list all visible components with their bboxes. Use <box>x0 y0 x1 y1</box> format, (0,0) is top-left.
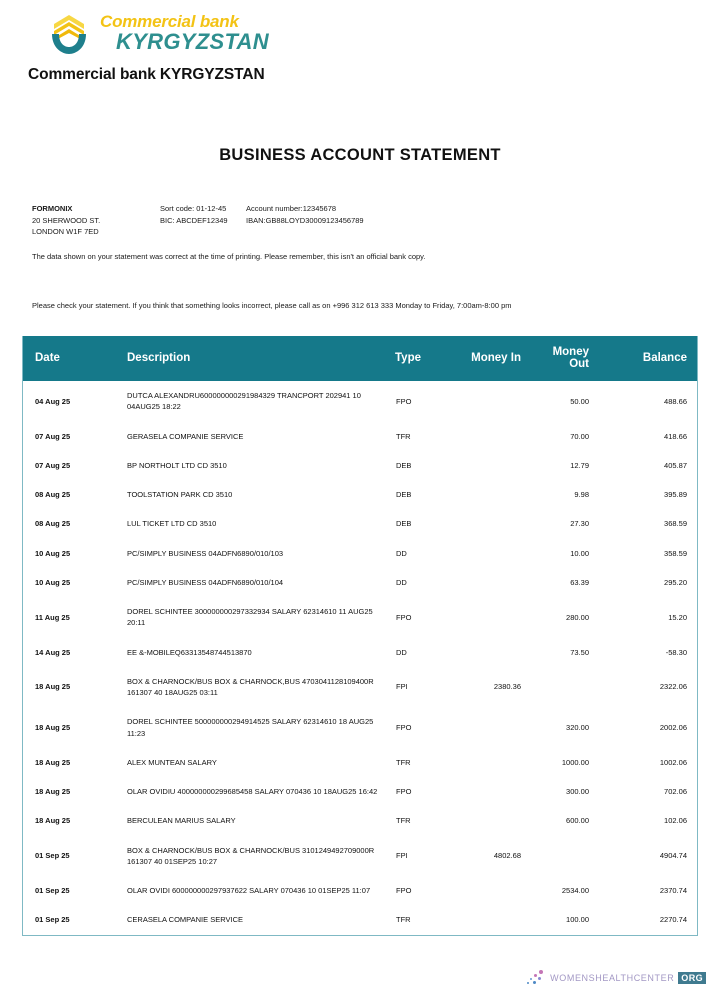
watermark-text: WOMENSHEALTHCENTER <box>550 973 675 983</box>
cell-description: ALEX MUNTEAN SALARY <box>127 757 217 767</box>
table-row[interactable] <box>23 597 697 638</box>
brand-lockup <box>28 10 328 56</box>
cell-money-in: 2380.36 <box>493 682 521 692</box>
table-row[interactable] <box>23 836 697 877</box>
cell-money-in <box>455 539 531 568</box>
cell-type: FPO <box>396 396 412 406</box>
cell-money-in <box>455 568 531 597</box>
cell-type: TFR <box>396 431 411 441</box>
cell-balance: 1002.06 <box>659 757 687 767</box>
contact-notice: Please check your statement. If you think that something looks incorrect, please call as on +996 312 613 333 Monday to Friday, 7:00am-8:00 pm <box>32 301 512 310</box>
cell-money-out: 2534.00 <box>561 886 589 895</box>
cell-date: 18 Aug 25 <box>35 787 71 796</box>
watermark <box>526 970 706 986</box>
cell-date: 18 Aug 25 <box>35 722 71 732</box>
cell-balance: 2002.06 <box>659 722 687 732</box>
brand-wordmark <box>100 13 269 53</box>
cell-description: OLAR OVIDI 600000000297937622 SALARY 070436 10 01SEP25 11:07 <box>127 886 371 895</box>
table-row[interactable] <box>23 451 697 480</box>
cell-type: TFR <box>396 915 411 925</box>
brand-line-kyrgyzstan: KYRGYZSTAN <box>116 29 269 54</box>
table-row[interactable] <box>23 480 697 509</box>
cell-description: BERCULEAN MARIUS SALARY <box>127 816 236 826</box>
cell-type: FPO <box>396 612 412 622</box>
table-row[interactable] <box>23 707 697 748</box>
statement-table-container <box>22 336 698 936</box>
cell-money-in <box>455 480 531 509</box>
cell-money-in <box>455 748 531 777</box>
cell-money-out: 1000.00 <box>561 757 589 767</box>
cell-date: 18 Aug 25 <box>35 757 71 767</box>
page-title: BUSINESS ACCOUNT STATEMENT <box>219 146 501 164</box>
cell-money-out: 9.98 <box>574 490 589 499</box>
table-row[interactable] <box>23 539 697 568</box>
column-header-description[interactable]: Description <box>119 336 395 381</box>
cell-balance: 2322.06 <box>659 682 687 692</box>
cell-description: BOX & CHARNOCK/BUS BOX & CHARNOCK,BUS 4703041128109400R 161307 40 18AUG25 03:11 <box>127 676 374 697</box>
cell-type: DD <box>396 577 407 587</box>
iban-field: IBAN:GB88LOYD30009123456789 <box>246 215 364 225</box>
cell-date: 08 Aug 25 <box>35 490 71 499</box>
table-row[interactable] <box>23 422 697 451</box>
table-header <box>23 336 697 381</box>
cell-money-out: 600.00 <box>566 816 589 826</box>
cell-balance: 358.59 <box>664 548 687 558</box>
cell-balance: 15.20 <box>668 612 687 622</box>
cell-balance: 4904.74 <box>659 851 687 861</box>
cell-type: FPO <box>396 722 412 732</box>
column-header-balance[interactable]: Balance <box>621 336 697 381</box>
cell-money-in <box>455 422 531 451</box>
cell-money-in <box>455 638 531 667</box>
cell-money-in <box>455 707 531 748</box>
cell-date: 14 Aug 25 <box>35 647 71 657</box>
cell-description: OLAR OVIDIU 400000000299685458 SALARY 070436 10 18AUG25 16:42 <box>127 787 378 796</box>
table-row[interactable] <box>23 876 697 905</box>
brand-header <box>28 10 328 84</box>
cell-type: FPI <box>396 682 408 692</box>
table-row[interactable] <box>23 667 697 708</box>
cell-money-in <box>455 806 531 835</box>
column-header-money-out[interactable]: Money Out <box>531 336 621 381</box>
cell-type: FPO <box>396 787 412 796</box>
cell-balance: -58.30 <box>665 647 687 657</box>
cell-money-out: 10.00 <box>570 548 589 558</box>
cell-money-out <box>531 667 621 708</box>
cell-type: TFR <box>396 757 411 767</box>
watermark-org-badge: ORG <box>678 972 706 984</box>
table-row[interactable] <box>23 806 697 835</box>
cell-balance: 2370.74 <box>659 886 687 895</box>
cell-money-out: 63.39 <box>570 577 589 587</box>
cell-description: BP NORTHOLT LTD CD 3510 <box>127 460 227 470</box>
cell-date: 10 Aug 25 <box>35 577 71 587</box>
cell-money-out: 73.50 <box>570 647 589 657</box>
cell-balance: 488.66 <box>664 396 687 406</box>
bic-field: BIC: ABCDEF12349 <box>160 215 228 225</box>
cell-date: 07 Aug 25 <box>35 460 71 470</box>
cell-balance: 2270.74 <box>659 915 687 925</box>
cell-type: TFR <box>396 816 411 826</box>
brand-line-commercial: Commercial bank <box>100 12 239 31</box>
cell-date: 01 Sep 25 <box>35 915 70 925</box>
cell-balance: 368.59 <box>664 519 687 529</box>
table-body <box>23 381 697 935</box>
address-line-2: LONDON W1F 7ED <box>32 227 99 237</box>
cell-description: GERASELA COMPANIE SERVICE <box>127 431 244 441</box>
cell-description: PC/SIMPLY BUSINESS 04ADFN6890/010/103 <box>127 548 284 558</box>
cell-money-in <box>455 876 531 905</box>
cell-description: DUTCA ALEXANDRU600000000291984329 TRANCPORT 202941 10 04AUG25 18:22 <box>127 391 361 412</box>
cell-money-in: 4802.68 <box>493 851 521 861</box>
cell-date: 01 Sep 25 <box>35 851 70 861</box>
cell-money-in <box>455 381 531 422</box>
column-header-date[interactable]: Date <box>23 336 119 381</box>
cell-money-out: 300.00 <box>566 787 589 796</box>
table-row[interactable] <box>23 905 697 934</box>
cell-type: DEB <box>396 490 412 499</box>
table-row[interactable] <box>23 777 697 806</box>
cell-balance: 395.89 <box>664 490 687 499</box>
cell-money-out: 12.79 <box>570 460 589 470</box>
cell-description: DOREL SCHINTEE 300000000297332934 SALARY 62314610 11 AUG25 20:11 <box>127 607 373 628</box>
cell-money-in <box>455 509 531 538</box>
account-info-row-3 <box>32 226 672 238</box>
table-row[interactable] <box>23 509 697 538</box>
cell-type: DD <box>396 647 407 657</box>
table-row[interactable] <box>23 748 697 777</box>
cell-description: CERASELA COMPANIE SERVICE <box>127 915 244 925</box>
cell-money-out: 100.00 <box>566 915 589 925</box>
cell-date: 18 Aug 25 <box>35 682 71 692</box>
cell-description: TOOLSTATION PARK CD 3510 <box>127 490 233 499</box>
table-header-row <box>23 336 697 381</box>
cell-type: FPI <box>396 851 408 861</box>
account-info-row-1 <box>32 203 672 215</box>
transactions-table <box>23 336 697 935</box>
printing-notice: The data shown on your statement was correct at the time of printing. Please remember, this isn't an official bank copy. <box>32 252 426 261</box>
table-row[interactable] <box>23 381 697 422</box>
cell-money-in <box>455 905 531 934</box>
account-number-field: Account number:12345678 <box>246 204 337 213</box>
cell-money-in <box>455 597 531 638</box>
sort-code-label: Sort code: 01-12-45 <box>160 204 227 213</box>
account-info-row-2 <box>32 215 672 227</box>
cell-balance: 702.06 <box>664 787 687 796</box>
cell-type: FPO <box>396 886 412 895</box>
cell-description: LUL TICKET LTD CD 3510 <box>127 519 217 529</box>
cell-balance: 418.66 <box>664 431 687 441</box>
cell-money-in <box>455 777 531 806</box>
cell-date: 01 Sep 25 <box>35 886 70 895</box>
cell-money-out: 50.00 <box>570 396 589 406</box>
table-row[interactable] <box>23 568 697 597</box>
cell-money-out: 280.00 <box>566 612 589 622</box>
table-row[interactable] <box>23 638 697 667</box>
cell-date: 04 Aug 25 <box>35 396 71 406</box>
cell-money-out: 70.00 <box>570 431 589 441</box>
cell-description: BOX & CHARNOCK/BUS BOX & CHARNOCK/BUS 3101249492709000R 161307 40 01SEP25 10:27 <box>127 845 375 866</box>
cell-type: DEB <box>396 519 412 529</box>
cell-date: 07 Aug 25 <box>35 431 71 441</box>
cell-balance: 102.06 <box>664 816 687 826</box>
dots-icon <box>526 970 546 986</box>
brand-full-name: Commercial bank KYRGYZSTAN <box>28 66 265 83</box>
cell-type: DD <box>396 548 407 558</box>
cell-balance: 405.87 <box>664 460 687 470</box>
cell-money-out: 320.00 <box>566 722 589 732</box>
cell-date: 10 Aug 25 <box>35 548 71 558</box>
cell-date: 11 Aug 25 <box>35 612 70 622</box>
cell-money-in <box>455 451 531 480</box>
cell-date: 08 Aug 25 <box>35 519 71 529</box>
column-header-type[interactable]: Type <box>395 336 455 381</box>
account-info-block <box>32 203 672 238</box>
column-header-money-in[interactable]: Money In <box>455 336 531 381</box>
cell-balance: 295.20 <box>664 577 687 587</box>
account-holder-name: FORMONIX <box>32 204 73 213</box>
address-line-1: 20 SHERWOOD ST. <box>32 215 101 225</box>
bank-logo-icon <box>46 10 92 56</box>
cell-type: DEB <box>396 460 412 470</box>
cell-description: PC/SIMPLY BUSINESS 04ADFN6890/010/104 <box>127 577 284 587</box>
cell-money-out: 27.30 <box>570 519 589 529</box>
cell-money-out <box>531 836 621 877</box>
cell-description: DOREL SCHINTEE 500000000294914525 SALARY 62314610 18 AUG25 11:23 <box>127 717 374 738</box>
cell-date: 18 Aug 25 <box>35 816 71 826</box>
cell-description: EE &-MOBILEQ63313548744513870 <box>127 647 252 657</box>
